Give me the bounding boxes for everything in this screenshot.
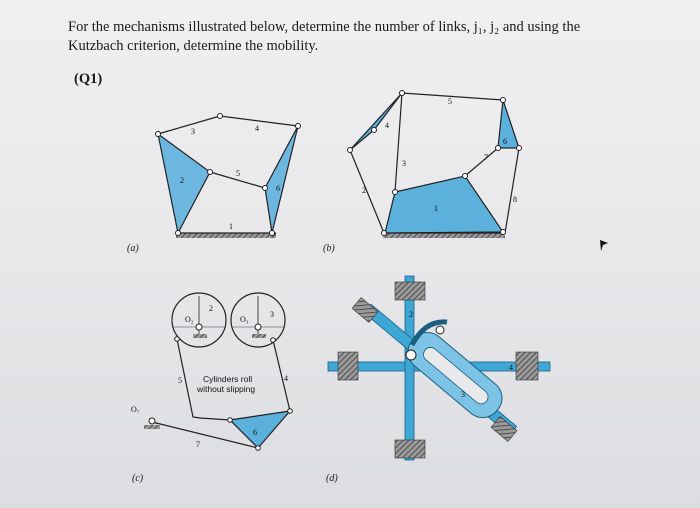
link-6-b [498, 100, 519, 148]
link-5-b [402, 93, 503, 100]
ground-link-b [383, 233, 505, 238]
label-b-5: 5 [448, 97, 452, 106]
figure-c [131, 293, 292, 450]
ground-o7 [144, 425, 160, 429]
link-1-b [385, 176, 503, 233]
figure-b-caption: (b) [323, 243, 335, 254]
label-b-8: 8 [513, 195, 517, 204]
label-a-6: 6 [276, 184, 280, 193]
label-c-3: 3 [270, 310, 274, 319]
link-6-c [230, 411, 290, 448]
label-a-3: 3 [191, 127, 195, 136]
label-d-4: 4 [509, 363, 513, 372]
label-a-5: 5 [236, 169, 240, 178]
label-b-4: 4 [385, 121, 389, 130]
figure-d [328, 276, 550, 460]
link-7-b [465, 148, 498, 176]
figure-a [156, 114, 301, 239]
link-2-a [158, 134, 210, 233]
label-b-7: 7 [484, 153, 488, 162]
ground-link-a [176, 233, 276, 238]
link-3-a [158, 116, 220, 134]
link-3-b [395, 93, 402, 192]
question-line-2: Kutzbach criterion, determine the mobility. [68, 38, 319, 54]
label-b-1: 1 [434, 204, 438, 213]
figure-d-caption: (d) [326, 473, 338, 484]
label-c-5: 5 [178, 376, 182, 385]
link-2-b [350, 150, 384, 233]
pivot-o7: O₇ [131, 405, 140, 414]
pivot-o3: O₃ [240, 315, 249, 324]
label-d-3: 3 [461, 390, 465, 399]
figure-b [348, 91, 522, 239]
label-c-4: 4 [284, 374, 288, 383]
label-d-2: 2 [409, 310, 413, 319]
cylinders-note-1: Cylinders roll [203, 374, 253, 384]
label-a-1: 1 [229, 222, 233, 231]
link-4-b [350, 93, 402, 150]
label-b-3: 3 [402, 159, 406, 168]
label-b-6: 6 [503, 137, 507, 146]
label-c-7: 7 [196, 440, 200, 449]
question-line-1: For the mechanisms illustrated below, determine the number of links, j₁, j₂ and using the [68, 19, 581, 35]
label-a-4: 4 [255, 124, 259, 133]
link-2-d [405, 276, 414, 460]
link-4-a [220, 116, 298, 126]
label-a-2: 2 [180, 176, 184, 185]
label-b-2: 2 [362, 186, 366, 195]
label-c-2: 2 [209, 304, 213, 313]
figure-a-caption: (a) [127, 243, 139, 254]
link-8-b [505, 148, 519, 233]
question-label: (Q1) [74, 71, 103, 87]
pivot-o2: O₂ [185, 315, 194, 324]
figure-c-caption: (c) [132, 473, 144, 484]
mouse-pointer-icon [600, 240, 608, 251]
cylinders-note-2: without slipping [197, 384, 256, 394]
label-c-6: 6 [253, 428, 257, 437]
link-6-a [265, 126, 298, 233]
